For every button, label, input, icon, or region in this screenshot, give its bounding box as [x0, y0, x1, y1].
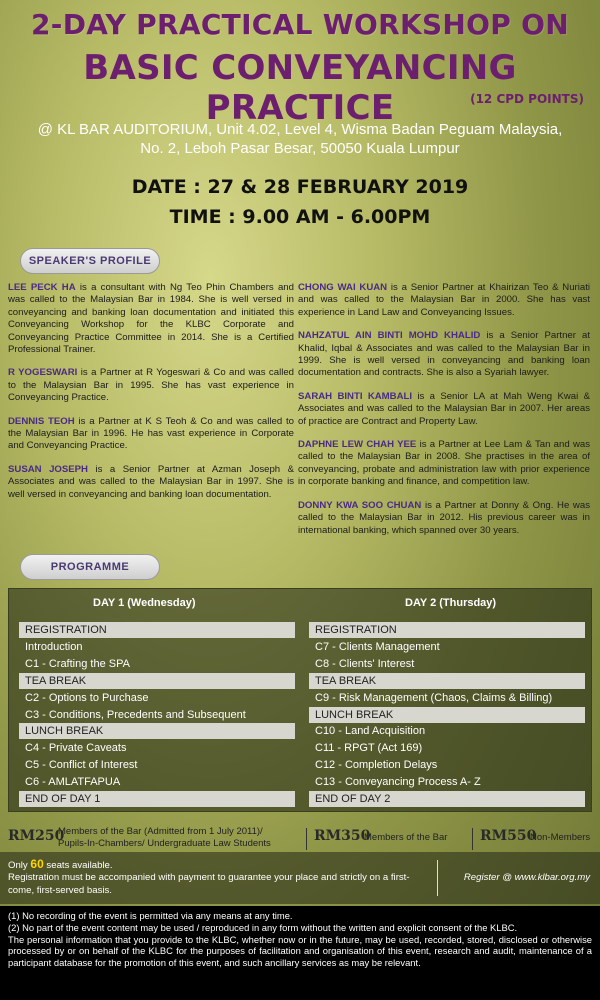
programme-break-row: LUNCH BREAK — [309, 707, 585, 723]
speaker-bio: is a Senior Partner at Khalid, Iqbal & Associates and was called to the Malaysian Bar in 1999. She is well versed in conveyancing and banking loan documentation and contracts. She is also a Syariah lawyer. — [298, 330, 590, 379]
programme-break-row: TEA BREAK — [309, 673, 585, 689]
programme-session-row: C4 - Private Caveats — [25, 742, 127, 755]
disclaimer-footer — [0, 906, 600, 1000]
speaker-profile — [8, 282, 294, 356]
fee1-desc-line2: Pupils-In-Chambers/ Undergraduate Law Students — [58, 838, 271, 849]
programme-break-row: LUNCH BREAK — [19, 723, 295, 739]
programme-break-row: TEA BREAK — [19, 673, 295, 689]
programme-session-row: C7 - Clients Management — [315, 640, 440, 653]
programme-session-row: C6 - AMLATFAPUA — [25, 776, 121, 789]
speaker-name: DONNY KWA SOO CHUAN — [298, 499, 422, 511]
speaker-profile — [298, 282, 590, 319]
register-link[interactable]: Register @ www.klbar.org.my — [463, 872, 590, 883]
programme-session-row: C11 - RPGT (Act 169) — [315, 742, 423, 755]
event-date: DATE : 27 & 28 FEBRUARY 2019 — [131, 176, 469, 198]
speaker-name: SARAH BINTI KAMBALI — [298, 390, 413, 402]
seats-count: 60 — [30, 857, 44, 871]
venue-line-2: No. 2, Leboh Pasar Besar, 50050 Kuala Lumpur — [140, 140, 460, 157]
speaker-profile — [8, 416, 294, 453]
venue — [0, 120, 600, 158]
fee3-amount: RM550 — [480, 828, 537, 844]
programme-session-row: Introduction — [25, 640, 83, 653]
speakers-profile-tag: SPEAKER'S PROFILE — [20, 248, 160, 274]
programme-session-row: C9 - Risk Management (Chaos, Claims & Billing) — [315, 691, 553, 704]
seats-line — [8, 858, 428, 872]
registration-notice — [0, 852, 600, 904]
title-line-2: BASIC CONVEYANCING PRACTICE — [83, 48, 517, 128]
speaker-bio: is a Senior Partner at Khairizan Teo & Nuriati and was called to the Malaysian Bar in 2000. She has vast experience in Land Law and Conveyancing Issues. — [298, 282, 591, 318]
speaker-name: R YOGESWARI — [8, 367, 78, 379]
speaker-profile — [298, 439, 590, 489]
speaker-bio: is a Partner at Lee Lam & Tan and was called to the Malaysian Bar in 2008. She practises in the area of conveyancing, probate and administration law with prior experience in corporate banking and finance, and competition law. — [298, 439, 591, 488]
programme-table — [8, 588, 592, 812]
speaker-bio: is a Senior LA at Mah Weng Kwai & Associates and was called to the Malaysian Bar in 2007. Her areas of practice are Contract and Property Law. — [298, 390, 590, 427]
speaker-profile — [298, 330, 590, 380]
seats-post: seats available. — [43, 860, 113, 871]
day1-heading: DAY 1 (Wednesday) — [93, 597, 196, 609]
fee2-amount: RM350 — [314, 828, 371, 844]
speaker-profile — [298, 500, 590, 537]
payment-note: Registration must be accompanied with payment to guarantee your place and strictly on a first-come, first-served basis. — [8, 872, 410, 896]
programme-session-row: C5 - Conflict of Interest — [25, 759, 138, 772]
disclaimer-1: (1) No recording of the event is permitted via any means at any time. — [8, 910, 293, 921]
privacy-notice: The personal information that you provide to the KLBC, whether now or in the future, may be used, recorded, stored, disclosed or otherwise processed by or on behalf of the KLBC for the purposes of facilitation and organisation of this event, research and audit, maintenance of a participant database for the promotion of this event, and such ancillary services as may be relevant. — [8, 933, 592, 969]
programme-session-row: C12 - Completion Delays — [315, 759, 438, 772]
fee1-description — [58, 826, 271, 850]
fee1-desc-line1: Members of the Bar (Admitted from 1 July 2011)/ — [58, 826, 263, 837]
speaker-bio: is a Senior Partner at Azman Joseph & Associates and was called to the Malaysian Bar in 1997. She is well versed in conveyancing and banking loan documentation. — [8, 463, 295, 500]
programme-session-row: C3 - Conditions, Precedents and Subsequent — [25, 708, 246, 721]
fee2-description: Members of the Bar — [364, 832, 448, 843]
speaker-bio: is a consultant with Ng Teo Phin Chambers and was called to the Malaysian Bar in 1984. She is well versed in conveyancing and banking loan documentation and initiated this Conveyancing Workshop for the KLBC Corporate and Conveyancing Practice Committee in 2014. She is a Certified Professional Trainer. — [8, 282, 294, 356]
programme-session-row: C1 - Crafting the SPA — [25, 657, 130, 670]
speaker-name: DAPHNE LEW CHAH YEE — [298, 439, 417, 451]
venue-line-1: @ KL BAR AUDITORIUM, Unit 4.02, Level 4, Wisma Badan Peguam Malaysia, — [37, 121, 563, 138]
programme-break-row: REGISTRATION — [309, 622, 585, 638]
speakers-column-left — [8, 282, 294, 512]
fee-divider — [306, 828, 307, 850]
day2-heading: DAY 2 (Thursday) — [405, 597, 497, 609]
programme-session-row: C8 - Clients' Interest — [315, 657, 415, 670]
speaker-bio: is a Partner at Donny & Ong. He was called to the Malaysian Bar in 2012. His previous career was in international banking, which spanned over 30 years. — [298, 499, 590, 536]
fee3-description: Non-Members — [530, 832, 591, 843]
programme-tag: PROGRAMME — [20, 554, 160, 580]
fee1-amount: RM250 — [8, 828, 65, 844]
cpd-points: (12 CPD POINTS) — [470, 92, 584, 106]
programme-session-row: C10 - Land Acquisition — [315, 725, 426, 738]
seats-pre: Only — [8, 860, 31, 871]
speaker-profile — [298, 391, 590, 428]
programme-session-row: C2 - Options to Purchase — [25, 691, 149, 704]
speaker-profile — [8, 464, 294, 501]
speaker-name: CHONG WAI KUAN — [298, 282, 388, 293]
speakers-column-right — [298, 282, 590, 548]
fee-divider — [472, 828, 473, 850]
speaker-name: LEE PECK HA — [8, 282, 76, 293]
speaker-name: SUSAN JOSEPH — [8, 463, 88, 475]
speaker-bio: is a Partner at R Yogeswari & Co and was called to the Malaysian Bar in 1995. She has vast experience in Conveyancing Practice. — [8, 367, 295, 404]
speaker-profile — [8, 367, 294, 404]
speaker-name: NAHZATUL AIN BINTI MOHD KHALID — [298, 330, 481, 342]
title-line-1: 2-DAY PRACTICAL WORKSHOP ON — [31, 8, 569, 41]
programme-break-row: END OF DAY 2 — [309, 791, 585, 807]
disclaimer-2: (2) No part of the event content may be used / reproduced in any form without the written and explicit consent of the KLBC. — [8, 921, 518, 933]
programme-session-row: C13 - Conveyancing Process A- Z — [315, 776, 481, 789]
speaker-bio: is a Partner at K S Teoh & Co and was called to the Malaysian Bar in 1996. He has vast experience in Corporate and Conveyancing Practice. — [8, 415, 294, 452]
notice-divider — [437, 860, 438, 896]
event-time: TIME : 9.00 AM - 6.00PM — [169, 206, 431, 228]
fees-bar — [0, 822, 600, 856]
speaker-name: DENNIS TEOH — [8, 415, 75, 427]
programme-break-row: REGISTRATION — [19, 622, 295, 638]
notice-text — [8, 858, 428, 897]
programme-break-row: END OF DAY 1 — [19, 791, 295, 807]
